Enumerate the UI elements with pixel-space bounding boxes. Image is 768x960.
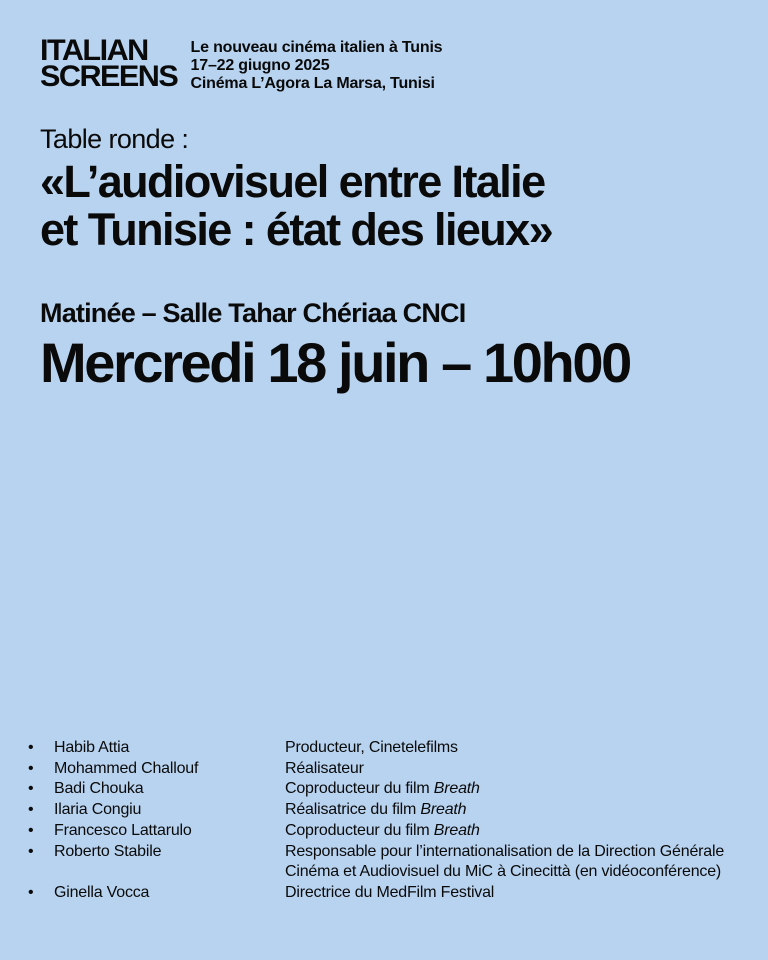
header: [40, 34, 443, 93]
participant-name: Badi Chouka: [54, 780, 144, 798]
bullet-icon: •: [28, 801, 34, 819]
logo-line-2: SCREENS: [40, 60, 178, 93]
event-dates: 17–22 giugno 2025: [190, 57, 330, 74]
participant-name: Ginella Vocca: [54, 883, 150, 901]
event-tagline: Le nouveau cinéma italien à Tunis: [190, 39, 443, 56]
participant-row: [24, 800, 744, 821]
participant-role: [285, 779, 744, 800]
session-title-line-2: et Tunisie : état des lieux»: [40, 204, 553, 255]
participant-name: Mohammed Challouf: [54, 759, 199, 777]
logo-line-1: ITALIAN: [40, 34, 148, 67]
session-datetime: Mercredi 18 juin – 10h00: [40, 331, 630, 394]
participant-role: [285, 842, 744, 883]
participant-role: [285, 759, 744, 780]
participant-role-text: Responsable pour l’internationalisation de la Direction Générale Cinéma et Audiovisuel du MiC à Cinecittà (en vidéoconférence): [285, 842, 725, 881]
participant-name: Roberto Stabile: [54, 842, 162, 860]
participant-film-title: Breath: [433, 780, 480, 798]
session-title-line-1: «L’audiovisuel entre Italie: [40, 156, 545, 207]
bullet-icon: •: [28, 739, 34, 756]
participant-role-text: Directrice du MedFilm Festival: [285, 883, 495, 901]
event-venue: Cinéma L’Agora La Marsa, Tunisi: [190, 75, 435, 92]
participant-role: [285, 800, 744, 821]
participants-list: [24, 738, 744, 904]
participant-role-text: Coproducteur du film: [285, 821, 434, 839]
participant-role-text: Réalisatrice du film: [285, 801, 421, 819]
session-location: Matinée – Salle Tahar Chériaa CNCI: [40, 298, 466, 328]
participant-row: [24, 738, 744, 759]
participant-role-text: Producteur, Cinetelefilms: [285, 739, 458, 756]
participant-film-title: Breath: [420, 801, 467, 819]
participant-name: Francesco Lattarulo: [54, 821, 192, 839]
bullet-icon: •: [28, 883, 34, 901]
participant-role-text: Réalisateur: [285, 759, 364, 777]
participant-row: [24, 883, 744, 904]
title-block: [40, 122, 740, 254]
bullet-icon: •: [28, 759, 34, 777]
participant-name: Ilaria Congiu: [54, 801, 142, 819]
participant-row: [24, 842, 744, 883]
session-title: [40, 158, 740, 254]
bullet-icon: •: [28, 821, 34, 839]
session-kicker: Table ronde :: [40, 124, 189, 154]
participant-role: [285, 821, 744, 842]
participant-row: [24, 779, 744, 800]
participant-row: [24, 759, 744, 780]
participant-role-text: Coproducteur du film: [285, 780, 434, 798]
participant-name: Habib Attia: [54, 739, 130, 756]
bullet-icon: •: [28, 780, 34, 798]
participant-row: [24, 821, 744, 842]
event-info: [191, 39, 443, 93]
participant-role: [285, 738, 744, 759]
participant-film-title: Breath: [433, 821, 480, 839]
bullet-icon: •: [28, 842, 34, 860]
italian-screens-logo: [40, 34, 178, 93]
participant-role: [285, 883, 744, 904]
